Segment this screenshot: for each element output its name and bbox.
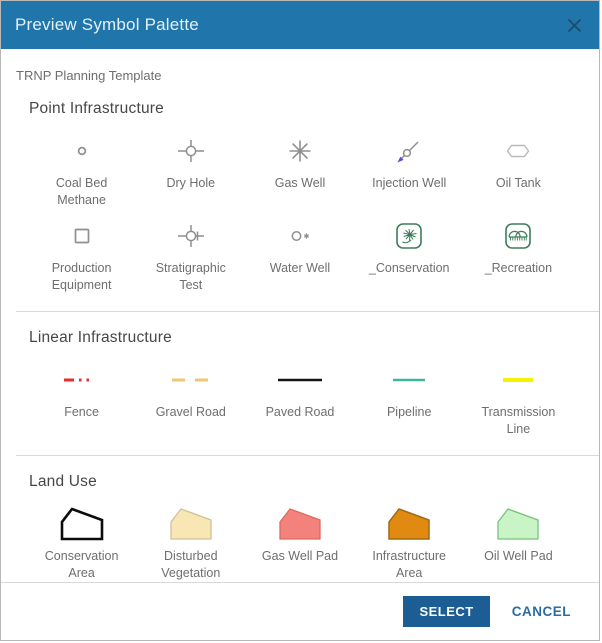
symbol-label: Dry Hole [166,176,216,190]
symbol-label: _Recreation [484,261,553,275]
dialog-body [1,49,599,582]
symbol-item [245,500,354,582]
symbol-item [464,356,573,441]
infrastructure-area-poly-icon [355,502,464,546]
oil-tank-icon [464,129,573,173]
disturbed-vegetation-poly-icon [136,502,245,546]
symbol-label: Transmission Line [481,405,556,436]
symbol-grid [27,500,573,582]
symbol-label: Gravel Road [155,405,226,419]
symbol-label: Paved Road [265,405,335,419]
gas-well-icon [245,129,354,173]
transmission-line-icon [464,358,573,402]
symbol-item [136,212,245,297]
symbol-item [355,127,464,212]
symbol-item [136,356,245,441]
symbol-label: Pipeline [386,405,432,419]
symbol-item [245,212,354,297]
symbol-label: Injection Well [372,176,447,190]
dialog-footer [1,582,599,640]
symbol-item [355,500,464,582]
symbol-item [27,500,136,582]
symbol-item [355,212,464,297]
symbol-label: Fence [64,405,99,419]
coal-bed-methane-icon [27,129,136,173]
stratigraphic-test-icon [136,214,245,258]
section-heading: Linear Infrastructure [29,329,172,346]
oil-well-pad-poly-icon [464,502,573,546]
symbol-sections [1,100,599,582]
symbol-label: _Conservation [368,261,450,275]
symbol-label: Water Well [269,261,331,275]
symbol-label: Gas Well [274,176,326,190]
water-well-icon [245,214,354,258]
symbol-item [245,356,354,441]
symbol-item [464,127,573,212]
dry-hole-icon [136,129,245,173]
conservation-point-icon [355,214,464,258]
symbol-item [464,500,573,582]
symbol-label: Production Equipment [51,261,112,292]
symbol-item [464,212,573,297]
close-icon[interactable] [563,14,585,36]
symbol-label: Infrastructure Area [372,549,447,580]
symbol-label: Coal Bed Methane [55,176,108,207]
gravel-road-line-icon [136,358,245,402]
symbol-item [245,127,354,212]
section-heading: Point Infrastructure [29,100,164,117]
cancel-button[interactable]: CANCEL [511,604,571,619]
fence-line-icon [27,358,136,402]
dialog-header [1,1,599,49]
select-button[interactable]: SELECT [403,596,489,627]
symbol-label: Stratigraphic Test [155,261,226,292]
section-divider [16,455,599,456]
symbol-item [355,356,464,441]
symbol-grid [27,127,573,297]
dialog-title: Preview Symbol Palette [15,15,199,34]
injection-well-icon [355,129,464,173]
symbol-grid [27,356,573,441]
recreation-point-icon [464,214,573,258]
symbol-label: Gas Well Pad [261,549,339,563]
symbol-item [27,212,136,297]
symbol-label: Conservation Area [44,549,119,580]
pipeline-line-icon [355,358,464,402]
paved-road-line-icon [245,358,354,402]
section-heading: Land Use [29,473,97,490]
gas-well-pad-poly-icon [245,502,354,546]
template-name: TRNP Planning Template [16,68,162,83]
symbol-label: Oil Tank [495,176,541,190]
conservation-area-poly-icon [27,502,136,546]
section-divider [16,311,599,312]
symbol-item [136,500,245,582]
symbol-item [27,127,136,212]
symbol-label: Oil Well Pad [484,549,553,563]
symbol-item [136,127,245,212]
symbol-item [27,356,136,441]
symbol-label: Disturbed Vegetation [161,549,221,580]
production-equipment-icon [27,214,136,258]
